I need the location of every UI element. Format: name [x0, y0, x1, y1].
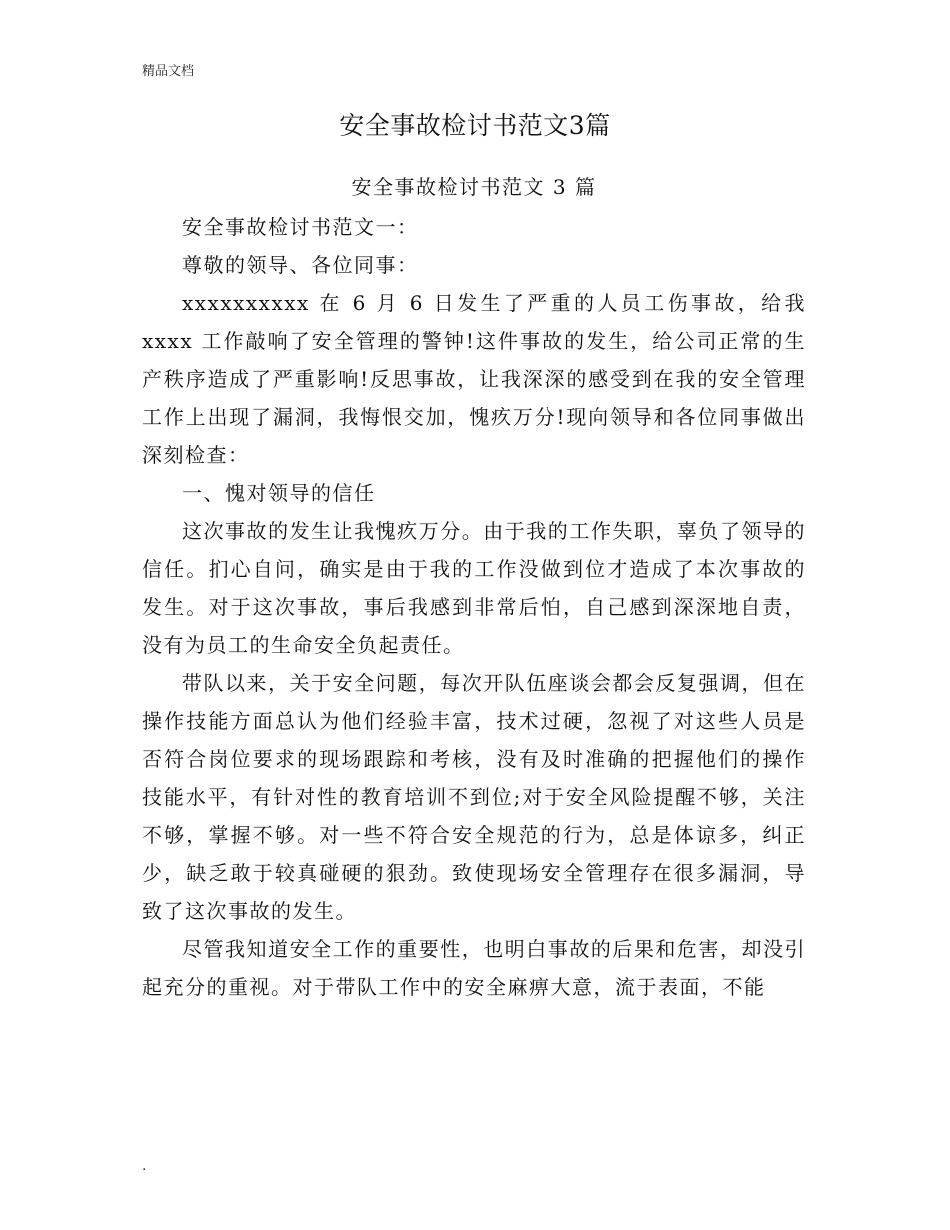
paragraph: 这次事故的发生让我愧疚万分。由于我的工作失职，辜负了领导的信任。扪心自问，确实是由于我的工作没做到位才造成了本次事故的发生。对于这次事故，事后我感到非常后怕，自己感到深深地自责，没有为员工的生命安全负起责任。: [142, 519, 806, 657]
paragraph: xxxxxxxxxx 在 6 月 6 日发生了严重的人员工伤事故，给我 xxxx 工作敲响了安全管理的警钟!这件事故的发生，给公司正常的生产秩序造成了严重影响!反思事故，让我深深的感受到在我的安全管理工作上出现了漏洞，我悔恨交加，愧疚万分!现向领导和各位同事做出深刻检查：: [142, 291, 806, 467]
footer-mark: .: [142, 1158, 147, 1174]
document-body: [142, 168, 806, 1006]
page-title: 安全事故检讨书范文3篇: [339, 111, 611, 140]
section-heading: 一、愧对领导的信任: [182, 481, 376, 505]
document-subtitle: 安全事故检讨书范文 3 篇: [351, 175, 597, 199]
paragraph: 尊敬的领导、各位同事：: [182, 253, 419, 277]
header-watermark: 精品文档: [142, 64, 195, 79]
paragraph: 带队以来，关于安全问题，每次开队伍座谈会都会反复强调，但在操作技能方面总认为他们经验丰富，技术过硬，忽视了对这些人员是否符合岗位要求的现场跟踪和考核，没有及时准确的把握他们的操作技能水平，有针对性的教育培训不到位;对于安全风险提醒不够，关注不够，掌握不够。对一些不符合安全规范的行为，总是体谅多，纠正少，缺乏敢于较真碰硬的狠劲。致使现场安全管理存在很多漏洞，导致了这次事故的发生。: [142, 671, 806, 923]
paragraph: 尽管我知道安全工作的重要性，也明白事故的后果和危害，却没引起充分的重视。对于带队工作中的安全麻痹大意，流于表面，不能: [142, 937, 806, 999]
paragraph: 安全事故检讨书范文一：: [182, 215, 419, 239]
